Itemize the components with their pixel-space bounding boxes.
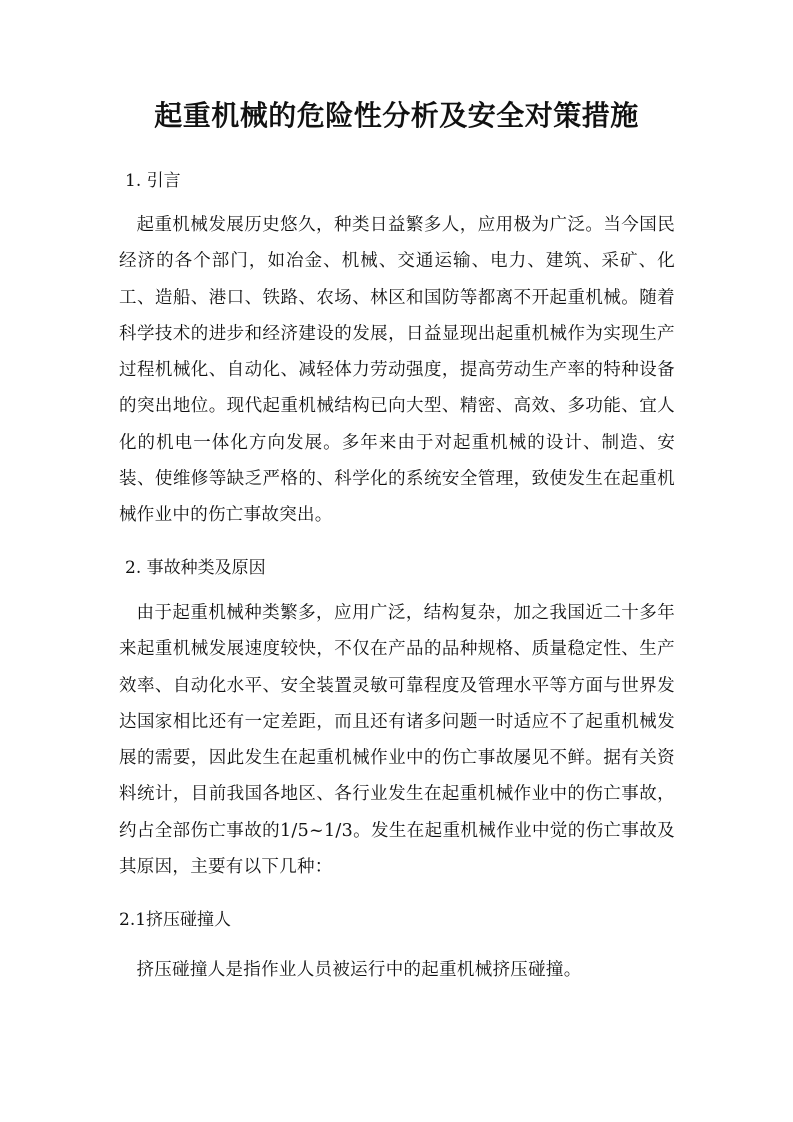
section-heading-crushing: 2.1挤压碰撞人 <box>119 910 232 930</box>
document-title: 起重机械的危险性分析及安全对策措施 <box>154 99 639 132</box>
paragraph-introduction: 起重机械发展历史悠久，种类日益繁多人，应用极为广泛。当今国民经济的各个部门，如冶金、机械、交通运输、电力、建筑、采矿、化工、造船、港口、铁路、农场、林区和国防等都离不开起重机械。随着科学技术的进步和经济建设的发展，日益显现出起重机械作为实现生产过程机械化、自动化、减轻体力劳动强度，提高劳动生产率的特种设备的突出地位。现代起重机械结构已向大型、精密、高效、多功能、宜人化的机电一体化方向发展。多年来由于对起重机械的设计、制造、安装、使维修等缺乏严格的、科学化的系统安全管理，致使发生在起重机械作业中的伤亡事故突出。 <box>119 215 675 526</box>
paragraph-accident-types: 由于起重机械种类繁多，应用广泛，结构复杂，加之我国近二十多年来起重机械发展速度较快，不仅在产品的品种规格、质量稳定性、生产效率、自动化水平、安全装置灵敏可靠程度及管理水平等方面与世界发达国家相比还有一定差距，而且还有诸多问题一时适应不了起重机械发展的需要，因此发生在起重机械作业中的伤亡事故屡见不鲜。据有关资料统计，目前我国各地区、各行业发生在起重机械作业中的伤亡事故，约占全部伤亡事故的1/5~1/3。发生在起重机械作业中觉的伤亡事故及其原因，主要有以下几种： <box>119 603 675 878</box>
section-heading-introduction: 1. 引言 <box>125 171 181 191</box>
section-heading-accident-types: 2. 事故种类及原因 <box>125 558 266 578</box>
paragraph-crushing: 挤压碰撞人是指作业人员被运行中的起重机械挤压碰撞。 <box>136 960 582 980</box>
